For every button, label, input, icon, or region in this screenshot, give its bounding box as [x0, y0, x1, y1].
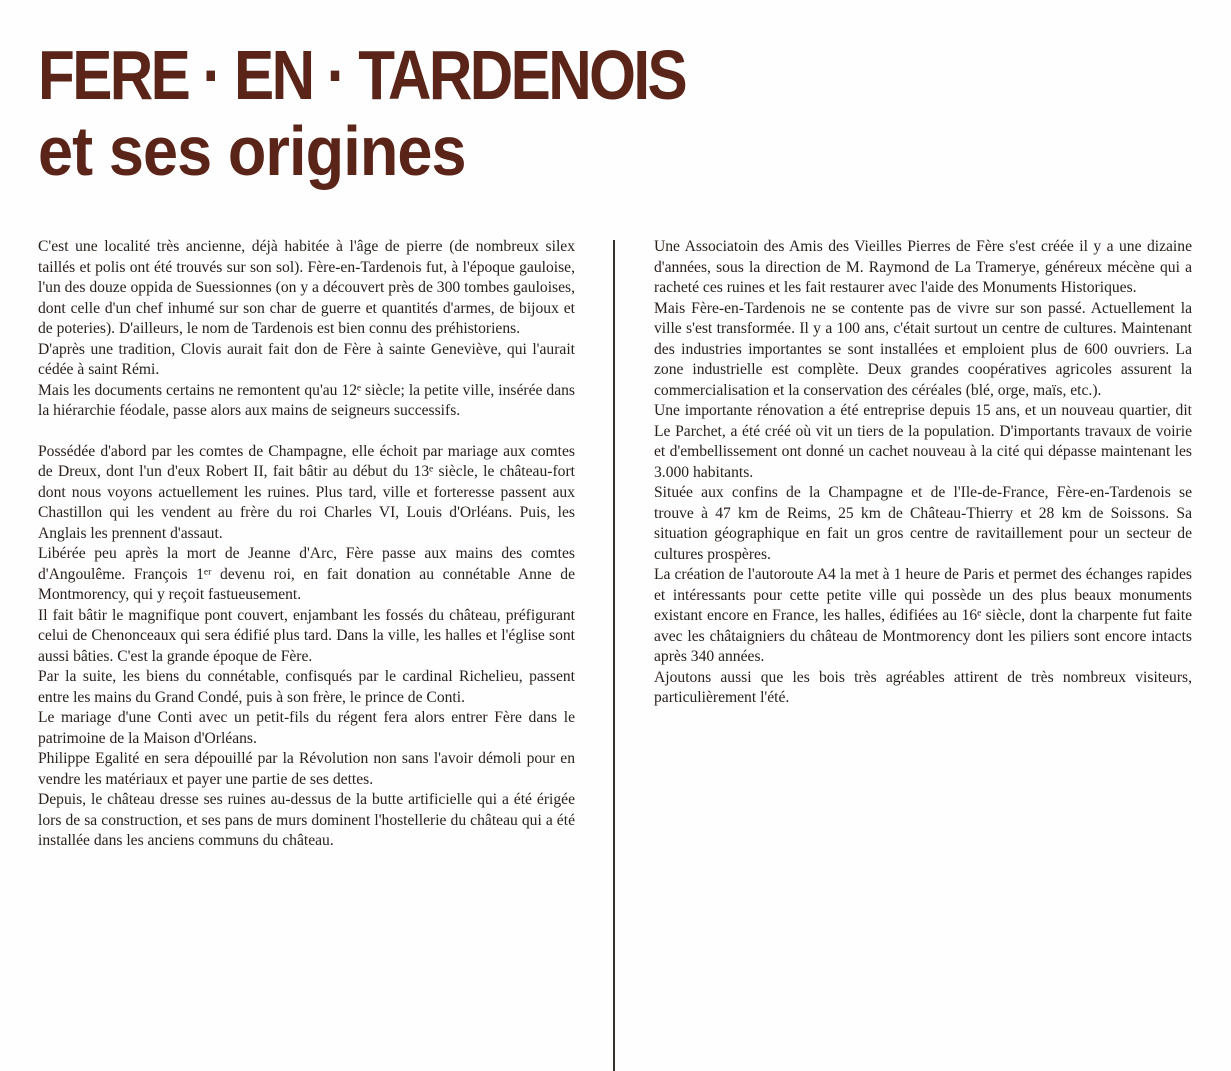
- paragraph: Ajoutons aussi que les bois très agréables attirent de très nombreux visiteurs, particulièrement l'été.: [654, 668, 1192, 706]
- paragraph: C'est une localité très ancienne, déjà habitée à l'âge de pierre (de nombreux silex taillés et polis ont été trouvés sur son sol). Fère-en-Tardenois fut, à l'époque gauloise, l'un des douze oppida de Suessionnes (on y a découvert près de 300 tombes gauloises, dont celle d'un chef inhumé sur son char de guerre et quantités d'armes, de bijoux et de poteries). D'ailleurs, le nom de Tardenois est bien connu des préhistoriens.: [38, 238, 575, 337]
- paragraph: La création de l'autoroute A4 la met à 1 heure de Paris et permet des échanges rapides et intéressants pour cette petite ville qui possède un des plus beaux monuments existant encore en France, les halles, édifiées au 16ᵉ siècle, dont la charpente fut faite avec les châtaigniers du château de Montmorency dont les piliers sont encore intacts après 340 années.: [654, 566, 1192, 665]
- title-line-1: FERE · EN · TARDENOIS: [38, 36, 686, 114]
- right-column: [654, 237, 1192, 709]
- paragraph: Située aux confins de la Champagne et de l'Ile-de-France, Fère-en-Tardenois se trouve à 47 km de Reims, 25 km de Château-Thierry et 28 km de Soissons. Sa situation géographique en fait un gros centre de ravitaillement pour un secteur de cultures prospères.: [654, 484, 1192, 563]
- paragraph: Depuis, le château dresse ses ruines au-dessus de la butte artificielle qui a été érigée lors de sa construction, et ses pans de murs dominent l'hostellerie du château qui a été installée dans les anciens communs du château.: [38, 791, 575, 849]
- paragraph: Le mariage d'une Conti avec un petit-fils du régent fera alors entrer Fère dans le patrimoine de la Maison d'Orléans.: [38, 709, 575, 747]
- paragraph: D'après une tradition, Clovis aurait fait don de Fère à sainte Geneviève, qui l'aurait cédée à saint Rémi.: [38, 340, 575, 378]
- paragraph: Une importante rénovation a été entreprise depuis 15 ans, et un nouveau quartier, dit Le Parchet, a été créé où vit un tiers de la population. D'importants travaux de voirie et d'embellissement ont donné un cachet nouveau à la cité qui dépasse maintenant les 3.000 habitants.: [654, 402, 1192, 481]
- paragraph: Possédée d'abord par les comtes de Champagne, elle échoit par mariage aux comtes de Dreux, dont l'un d'eux Robert II, fait bâtir au début du 13ᵉ siècle, le château-fort dont nous voyons actuellement les ruines. Plus tard, ville et forteresse passent aux Chastillon qui les vendent au frère du roi Charles VI, Louis d'Orléans. Puis, les Anglais les prennent d'assaut.: [38, 442, 575, 542]
- title-line-2: et ses origines: [38, 112, 466, 190]
- paragraph-gap: [38, 422, 575, 442]
- column-divider: [613, 240, 615, 1071]
- paragraph: Libérée peu après la mort de Jeanne d'Arc, Fère passe aux mains des comtes d'Angoulême. François 1ᵉʳ devenu roi, en fait donation au connétable Anne de Montmorency, qui y reçoit fastueusement.: [38, 545, 575, 603]
- paragraph: Par la suite, les biens du connétable, confisqués par le cardinal Richelieu, passent entre les mains du Grand Condé, puis à son frère, le prince de Conti.: [38, 668, 575, 706]
- paragraph: Mais Fère-en-Tardenois ne se contente pas de vivre sur son passé. Actuellement la ville s'est transformée. Il y a 100 ans, c'était surtout un centre de cultures. Maintenant des industries importantes se sont installées et emploient plus de 600 ouvriers. La zone industrielle est complète. Deux grandes coopératives agricoles assurent la commercialisation et la conservation des céréales (blé, orge, maïs, etc.).: [654, 299, 1192, 399]
- paragraph: Il fait bâtir le magnifique pont couvert, enjambant les fossés du château, préfigurant celui de Chenonceaux qui sera édifié plus tard. Dans la ville, les halles et l'église sont aussi bâties. C'est la grande époque de Fère.: [38, 606, 575, 665]
- paragraph: Une Associatoin des Amis des Vieilles Pierres de Fère s'est créée il y a une dizaine d'années, sous la direction de M. Raymond de La Tramerye, généreux mécène qui a racheté ces ruines et les fait restaurer avec l'aide des Monuments Historiques.: [654, 238, 1192, 296]
- paragraph: Philippe Egalité en sera dépouillé par la Révolution non sans l'avoir démoli pour en vendre les matériaux et payer une partie de ses dettes.: [38, 750, 575, 788]
- paragraph: Mais les documents certains ne remontent qu'au 12ᵉ siècle; la petite ville, insérée dans la hiérarchie féodale, passe alors aux mains de seigneurs successifs.: [38, 381, 575, 419]
- left-column: [38, 237, 575, 852]
- page-title: [38, 36, 790, 190]
